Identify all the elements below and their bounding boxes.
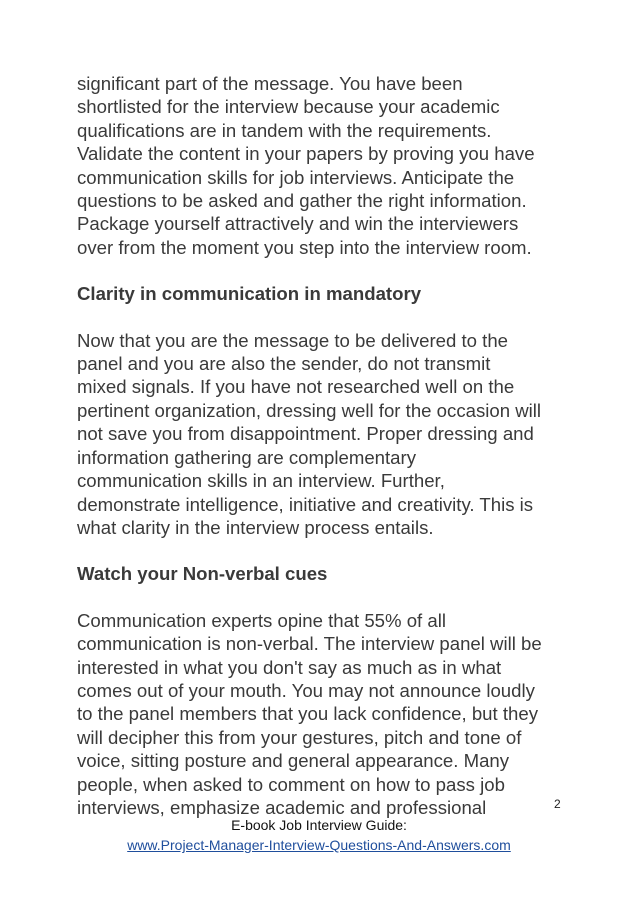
paragraph-spacer (77, 259, 577, 282)
text-line: over from the moment you step into the interview room. (77, 236, 532, 258)
text-line: voice, sitting posture and general appearance. Many (77, 750, 510, 772)
page-number: 2 (554, 797, 561, 811)
text-line: Now that you are the message to be delivered to the (77, 329, 509, 351)
text-line: not save you from disappointment. Proper dressing and (77, 423, 534, 445)
text-line: communication skills in an interview. Further, (77, 470, 445, 492)
section-heading-nonverbal: Watch your Non-verbal cues (77, 563, 328, 585)
paragraph-spacer (77, 306, 577, 329)
footer-website-link[interactable]: www.Project-Manager-Interview-Questions-And-Answers.com (127, 837, 511, 853)
text-line: interviews, emphasize academic and professional (77, 796, 487, 818)
text-line: communication skills for job interviews. Anticipate the (77, 166, 515, 188)
text-line: communication is non-verbal. The interview panel will be (77, 633, 542, 655)
paragraph-nonverbal (77, 609, 577, 820)
text-line: comes out of your mouth. You may not announce loudly (77, 679, 535, 701)
text-line: what clarity in the interview process entails. (77, 516, 434, 538)
text-line: to the panel members that you lack confidence, but they (77, 703, 538, 725)
text-line: panel and you are also the sender, do not transmit (77, 353, 491, 375)
text-line: will decipher this from your gestures, pitch and tone of (77, 726, 522, 748)
paragraph-spacer (77, 539, 577, 562)
text-line: significant part of the message. You have been (77, 73, 463, 94)
text-line: questions to be asked and gather the right information. (77, 190, 527, 212)
paragraph-spacer (77, 586, 577, 609)
text-line: mixed signals. If you have not researched well on the (77, 376, 515, 398)
text-line: Validate the content in your papers by proving you have (77, 143, 535, 165)
text-line: Communication experts opine that 55% of all (77, 609, 446, 631)
text-line: information gathering are complementary (77, 446, 416, 468)
text-line: qualifications are in tandem with the requirements. (77, 119, 492, 141)
paragraph-intro (77, 72, 577, 259)
paragraph-clarity (77, 329, 577, 540)
section-heading-clarity: Clarity in communication in mandatory (77, 283, 422, 305)
footer-title: E-book Job Interview Guide: (231, 817, 407, 833)
text-line: pertinent organization, dressing well for the occasion will (77, 399, 542, 421)
document-body (77, 72, 577, 819)
text-line: shortlisted for the interview because your academic (77, 96, 500, 118)
text-line: people, when asked to comment on how to pass job (77, 773, 505, 795)
text-line: Package yourself attractively and win the interviewers (77, 213, 519, 235)
text-line: demonstrate intelligence, initiative and creativity. This is (77, 493, 534, 515)
text-line: interested in what you don't say as much as in what (77, 656, 502, 678)
